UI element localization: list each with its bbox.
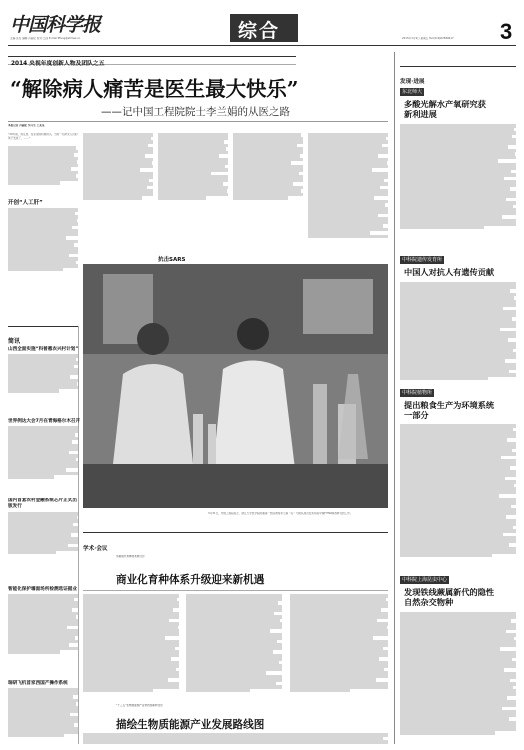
newspaper-logo: [10, 10, 101, 36]
bottom-headline-1-rule: [83, 590, 388, 591]
masthead: [0, 0, 524, 46]
right-item-2-title: 中国人对抗人有遗传贡献: [404, 267, 495, 277]
right-item-4-title: 发现铁线蕨属新代的隐性自然杂交物种: [404, 587, 495, 607]
series-tag-text: 2014 央视年度创新人物及团队之五: [11, 61, 105, 67]
bottom-story-1-col-3: [290, 594, 388, 696]
right-item-3-text: [400, 424, 516, 564]
right-item-2-text: [400, 282, 516, 380]
lead-byline: 本报记者 冯丽妃 实习生 王某某: [8, 124, 45, 127]
bottom-headline-2: 描绘生物质能源产业发展路线图: [116, 719, 265, 731]
bottom-section-label: 学术·会议: [83, 546, 108, 552]
section-banner-label: 综合: [238, 20, 281, 42]
bottom-section-rule: [83, 532, 388, 533]
brief-item-4-title: 智能化保护墙面场所检测选证据业: [8, 587, 77, 592]
lead-subtitle: ——记中国工程院院士李兰娟的从医之路: [101, 106, 290, 118]
lead-headline: “解除病人痛苦是医生最大快乐”: [10, 77, 299, 101]
brief-item-5-text: [8, 688, 78, 744]
right-item-4-tag: 中科院上海昆虫中心: [402, 577, 448, 583]
lead-intro: “20年前，我定居、在家里的时候用头，当时一名研究人员的孩子发烧了，……”: [8, 133, 78, 140]
brief-item-2-title: 世界例达大会7月在青海格尔木召开: [8, 419, 80, 424]
right-item-1-tag: 东北师大: [402, 89, 423, 95]
lead-col-1-text: [8, 146, 78, 194]
right-item-3-tag: 中科院植物所: [402, 390, 433, 396]
bottom-story-1-col-1: [83, 594, 179, 696]
lead-subhead-2: 抗击SARS: [158, 257, 186, 263]
right-item-1-title: 多酸光解水产氧研究获新利进展: [404, 99, 486, 119]
brief-rule: [8, 326, 78, 327]
brief-item-1-title: 山西全面实施“科普惠农兴村计划”: [8, 347, 79, 352]
lead-col-1-text-b: [8, 208, 78, 320]
page-number: 3: [500, 19, 513, 44]
brief-section-label: 简讯: [8, 338, 21, 345]
right-item-2-tag: 中科院遗传发育所: [402, 257, 443, 263]
right-item-4-text: [400, 612, 516, 744]
right-item-1-text: [400, 124, 516, 232]
bottom-seminar-note-1: 水稻现代育种技术研讨会: [116, 555, 145, 558]
brief-item-5-title: 瑞研飞机首家西国产操作系统: [8, 681, 68, 686]
lead-col-4-text: [233, 133, 303, 251]
brief-item-3-text: [8, 512, 78, 560]
right-section-rule: [400, 66, 516, 67]
series-tag: [8, 56, 296, 65]
lab-scene-illustration: [83, 264, 388, 508]
masthead-subline: 主编:吴见 编辑:冯丽妃 校对:王锋 E-mail:lffeng@stimes.cn: [10, 37, 81, 40]
bottom-section-header: [83, 535, 183, 552]
brief-section-header: [8, 328, 78, 345]
column-rule-right: [394, 52, 395, 744]
brief-item-1-text: [8, 354, 78, 402]
date-line: 2015年1月9日 星期五 Tel:(010)62580617: [402, 37, 454, 40]
bottom-seminar-note-2: “十三五”生物质能源产业科技创新研讨会: [116, 704, 163, 707]
lead-photo-caption: 3月31日，中国工程院院士、浙江大学医学院附属第一医院教授李兰娟（右）与团队成员在实验室中做H7N9病毒研究的工作。: [208, 512, 353, 515]
brief-item-3-title: 国内首套农村金融系统芯片正式出版发行: [8, 498, 77, 509]
right-section-header: [400, 68, 516, 85]
masthead-rule: [8, 45, 516, 46]
right-section-label: 发现·进展: [400, 79, 425, 85]
bottom-headline-1: 商业化育种体系升级迎来新机遇: [116, 574, 265, 586]
right-item-3-title: 提出粮食生产为环境系统一部分: [404, 400, 495, 420]
lead-rule: [8, 121, 388, 122]
lead-col-2-text: [83, 133, 153, 251]
bottom-story-2-text: [83, 733, 388, 744]
lead-subhead-1: 开创“人工肝”: [8, 200, 43, 206]
logo-text: 中国科学报: [10, 14, 101, 36]
lead-col-3-text: [158, 133, 228, 251]
brief-item-4-text: [8, 594, 78, 664]
brief-item-2-text: [8, 426, 78, 492]
bottom-story-1-col-2: [186, 594, 282, 696]
lead-photo: [83, 264, 388, 508]
